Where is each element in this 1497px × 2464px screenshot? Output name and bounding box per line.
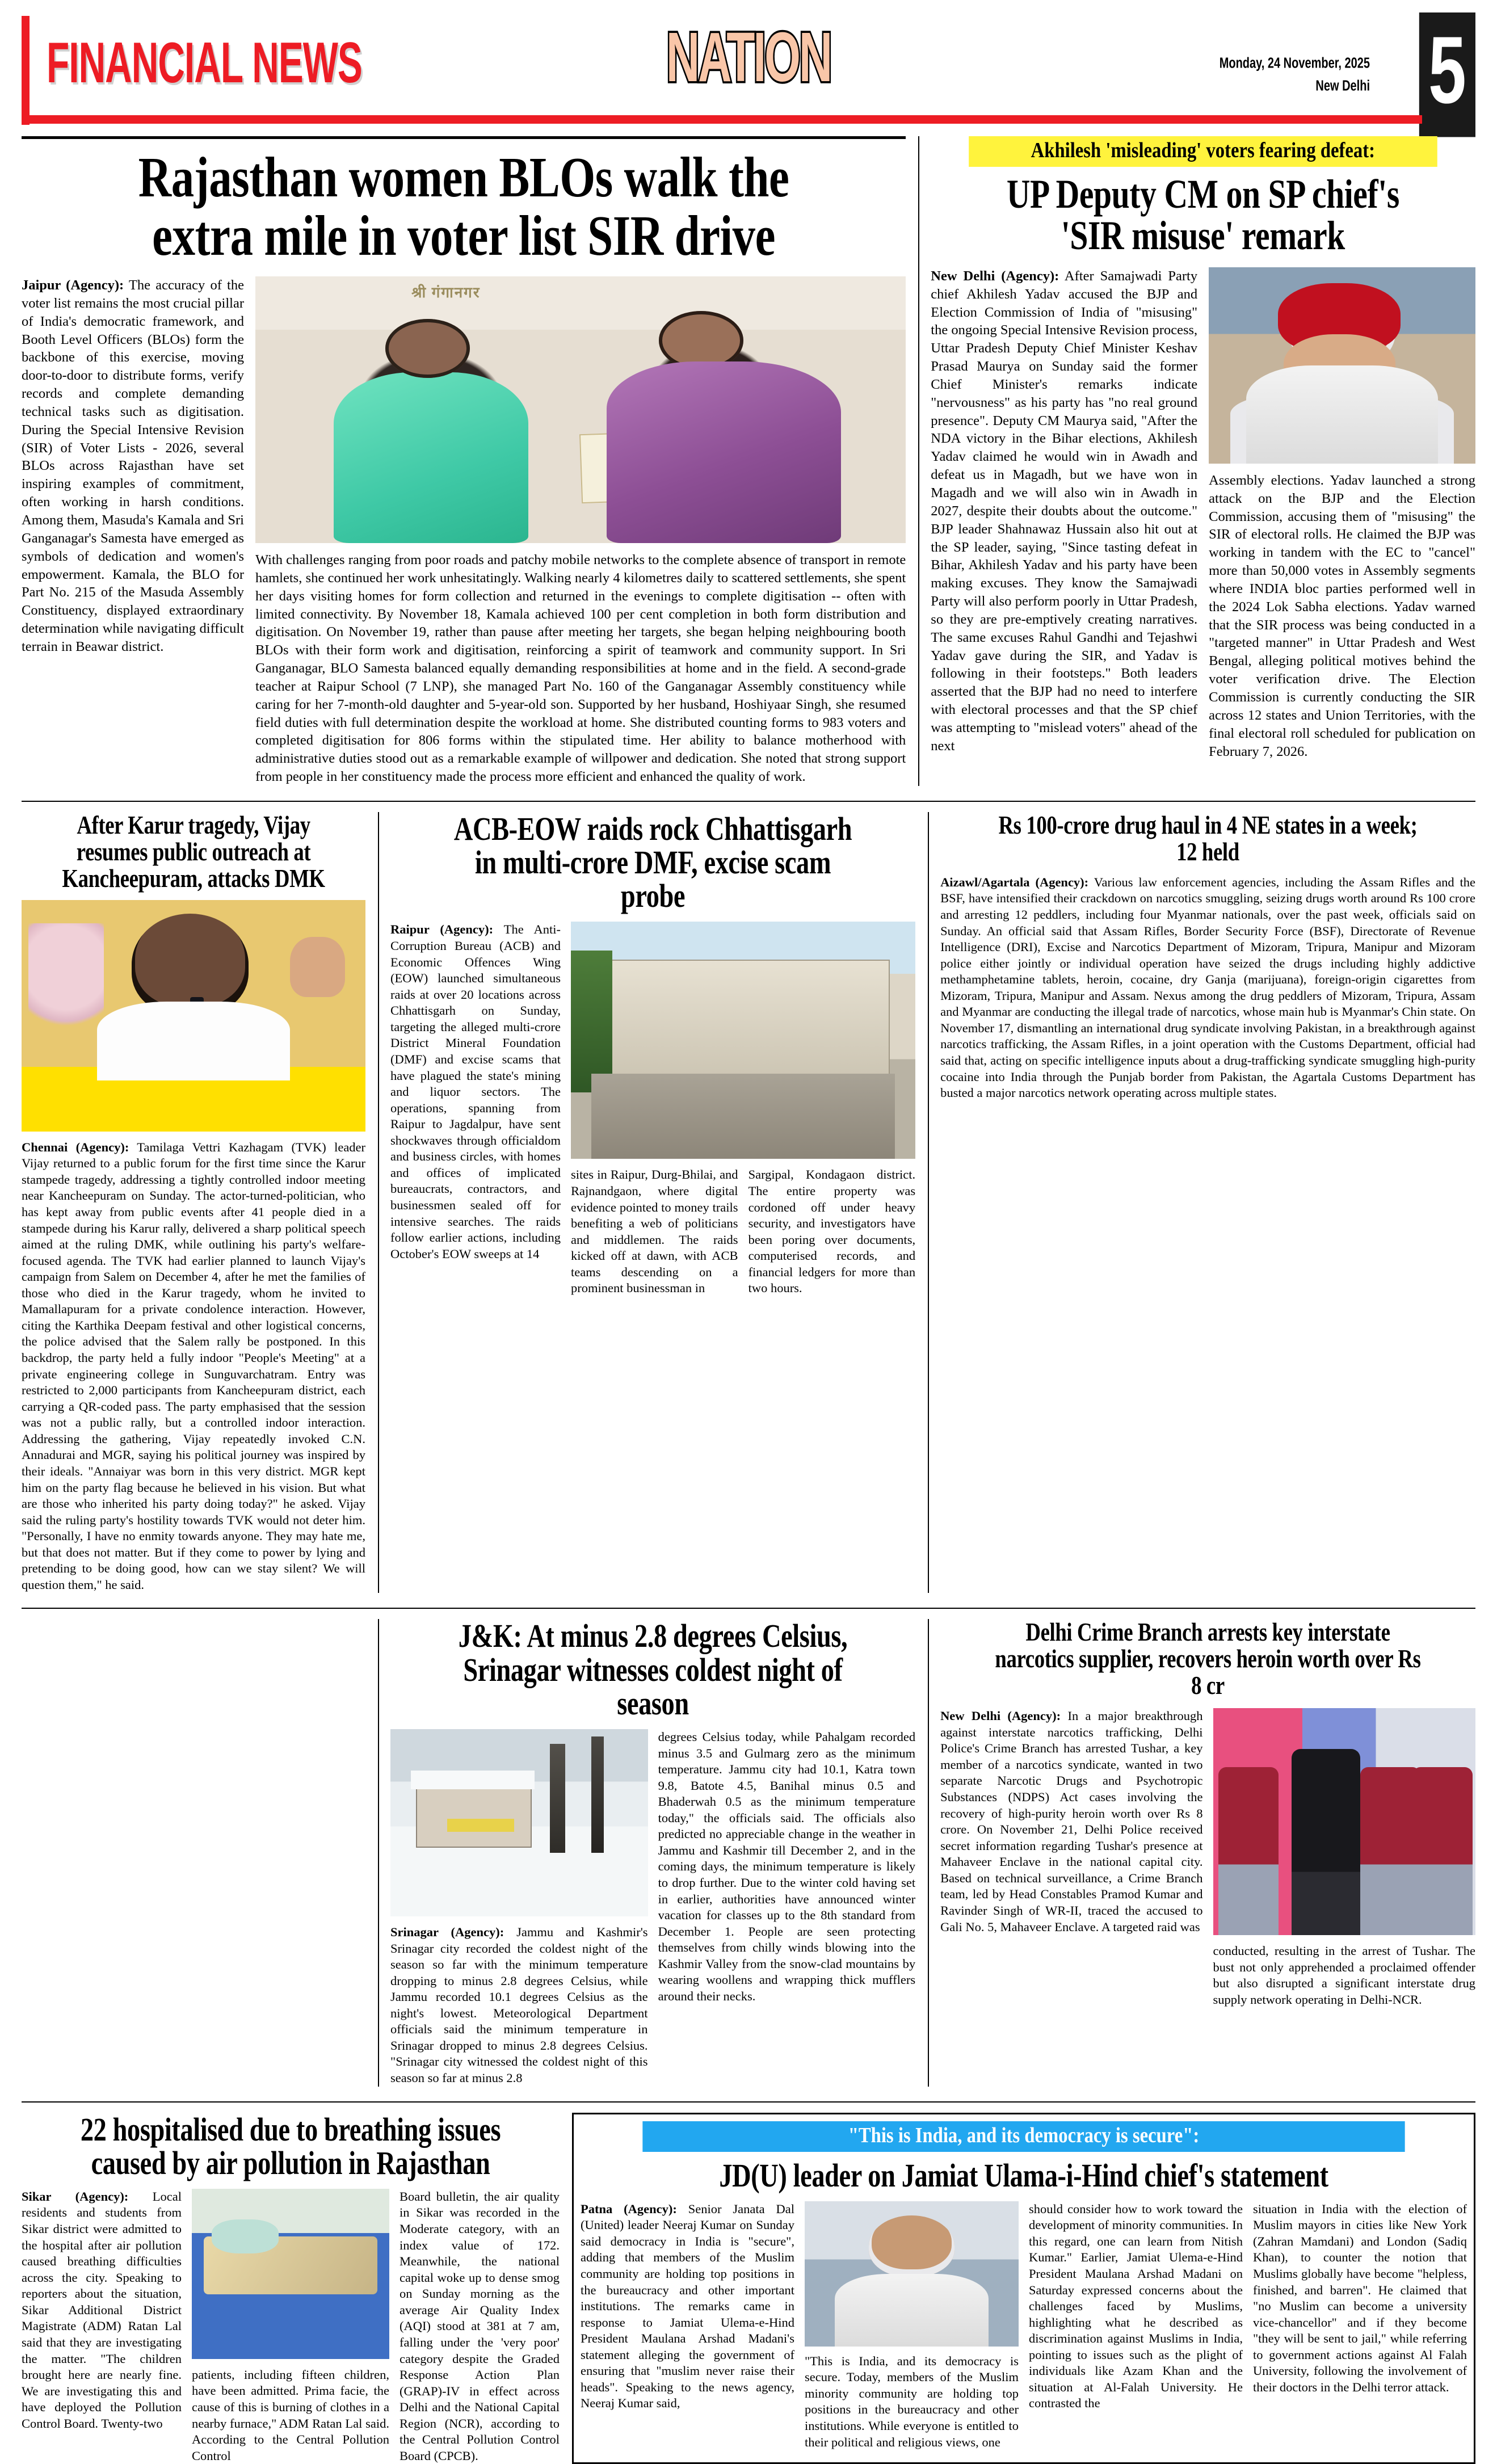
jdu-body-col3: should consider how to work toward the development of minority communities. In this regard, one can learn from Nitish Kumar." Earlier, Jamiat Ulema-e-Hind President Maulana Arshad Madani on Saturday expressed concerns about the challenges faced by Muslims, highlighting what he described as discrimination against Muslims in India, pointing to issues such as the plight of individuals like Azam Khan and the situation at Al-Falah University. He contrasted the	[1029, 2201, 1243, 2411]
jdu-dateline: Patna (Agency):	[581, 2201, 677, 2216]
photo-white-car	[619, 1078, 716, 1130]
headline-acb: ACB-EOW raids rock Chhattisgarh in multi-crore DMF, excise scam probe	[453, 810, 852, 915]
vijay-dateline: Chennai (Agency):	[22, 1140, 129, 1154]
pollution-body-col3: Board bulletin, the air quality in Sikar was recorded in the Moderate category, with an index value of 172. Meanwhile, the national capital woke up to dense smog on Sunday morning as the average Air Quality Index (AQI) stood at 381 at 7 am, falling under the 'very poor' category despite the Graded Response Action Plan (GRAP)-IV in effect across Delhi and the National Capital Region (NCR), according to the Central Pollution Control Board (CPCB).	[400, 2189, 560, 2463]
blo-body-col1	[22, 276, 244, 656]
photo-shirt	[1230, 393, 1454, 464]
acb-body-col1	[390, 922, 561, 1262]
headline-jk-cold: J&K: At minus 2.8 degrees Celsius, Srinagar witnesses coldest night of season	[458, 1617, 848, 1722]
jk-dateline: Srinagar (Agency):	[390, 1924, 504, 1939]
kicker-jdu: "This is India, and its democracy is secure":	[642, 2121, 1405, 2152]
jk-body-col2: degrees Celsius today, while Pahalgam recorded minus 3.5 and Gulmarg zero as the minimum temperature. Jammu city had 10.1, Katra town 9.8, Batote 4.5, Banihal minus 0.5 and Bhaderwah 0.5 as the minimum temperature today," the officials said. The officials also predicted no appreciable change in the weather in Jammu and Kashmir till December 2, and in the coming days, the minimum temperature is likely to drop further. Due to the winter cold having set in earlier, authorities have announced winter vacation for classes up to the 8th standard from December 1. People are seen protecting themselves from chilly winds blowing into the Kashmir Valley from the snow-clad mountains by wearing woollens and wrapping thick mufflers around their necks.	[658, 1729, 916, 2003]
photo-person-b-head	[659, 311, 743, 369]
photo-snow-srinagar	[390, 1729, 648, 1916]
jdu-body-col4: situation in India with the election of Muslim mayors in cities like New York (Zahran Mamdani) and London (Sadiq Khan), to counter the notion that Muslims globally have become "helpless, finished, and barren". He claimed that "no Muslim can become a university vice-chancellor" and if they become "they will be sent to jail," while referring to government actions against Al Falah University, following the involvement of their doctors in the Delhi terror attack.	[1253, 2201, 1467, 2394]
drug-text: Various law enforcement agencies, including the Assam Rifles and the BSF, have intensified their crackdown on narcotics smuggling, seizing drugs worth around Rs 100 crore and arresting 12 peddlers, including four Myanmar nationals, over the past week, officials said on Sunday. An official said that Assam Rifles, Border Security Force (BSF), Directorate of Revenue Intelligence (DRI), Excise and Narcotics Department of Mizoram, Tripura, Manipur and Mizoram police either jointly or individual operation have seized the drugs including highly addictive methamphetamine tablets, heroin, cocaine, dry Ganja (marijuana), foreign-origin cigarettes from Mizoram, Tripura, Manipur and Assam. Nexus among the drug peddlers of Mizoram, Tripura, Assam and Myanmar are conducting the illegal trade of narcotics, whose main hub is Myanmar's Chin state. On November 17, dismantling an international drug syndicate involving Pakistan, in a breakthrough against narcotics trafficking, the Assam Rifles, in a joint operation with the Customs Department, official had said that, acting on specific intelligence inputs about a drug-trafficking syndicate smuggling high-purity cocaine into India through the Punjab border from Pakistan, the Agartala Customs Department has busted a major narcotics network operating across multiple states.	[940, 874, 1476, 1100]
blo-dateline: Jaipur (Agency):	[22, 277, 124, 293]
article-blo	[22, 136, 906, 786]
headline-blo: Rajasthan women BLOs walk the extra mile in voter list SIR drive	[138, 145, 789, 268]
kicker-up-cm: Akhilesh 'misleading' voters fearing defeat:	[969, 136, 1437, 167]
narcotics-dateline: New Delhi (Agency):	[940, 1709, 1061, 1723]
publication-date: Monday, 24 November, 2025	[1219, 55, 1370, 72]
jdu-body-col2: "This is India, and its democracy is secure. Today, members of the Muslim minority community are holding top positions in the bureaucracy and other institutions. While everyone is entitled to their political and religious views, one	[805, 2353, 1019, 2449]
jk-body-col1	[390, 1924, 648, 2087]
blo-text-1: The accuracy of the voter list remains the most crucial pillar of India's democratic framework, and Booth Level Officers (BLOs) form the backbone of this exercise, moving door-to-door to distribute forms, verify records and complete demanding technical tasks such as digitisation. During the Special Intensive Revision (SIR) of Voter Lists - 2026, several BLOs across Rajasthan have set inspiring examples of commitment, often working in harsh conditions. Among them, Masuda's Kamala and Sri Ganganagar's Samesta have emerged as symbols of dedication and women's empowerment. Kamala, the BLO for Part No. 215 of the Masuda Assembly Constituency, displayed extraordinary determination while navigating difficult terrain in Beawar district.	[22, 277, 244, 654]
article-acb	[378, 812, 915, 1593]
acb-text-1: The Anti-Corruption Bureau (ACB) and Economic Offences Wing (EOW) launched simultaneous raids at over 20 locations across Chhattisgarh on Sunday, targeting the alleged multi-crore District Mineral Foundation (DMF) and excise scams that have plagued the state's mining and liquor sectors. The operations, spanning from Raipur to Jagdalpur, have sent shockwaves through officialdom and business circles, with homes and offices of implicated bureaucrats, contractors, and businessmen sealed off for intensive searches. The raids follow earlier actions, including October's EOW sweeps at 14	[390, 922, 561, 1261]
photo-officer-2	[1360, 1767, 1420, 1935]
photo-police-arrest	[1213, 1708, 1475, 1935]
pollution-body-col2: patients, including fifteen children, have been admitted. Prima facie, the cause of this is burning of clothes in a nearby furnace," ADM Ratan Lal said. According to the Central Pollution Control	[192, 2367, 389, 2463]
upcm-text-1: After Samajwadi Party chief Akhilesh Yadav accused the BJP and Election Commission of India of "misusing" the ongoing Special Intensive Revision process, Uttar Pradesh Deputy Chief Minister Keshav Prasad Maurya on Sunday said the former Chief Minister's remarks indicate "nervousness" as his party has "no real ground presence". Deputy CM Maurya said, "After the NDA victory in the Bihar elections, Akhilesh Yadav claimed he would win in Awadh and defeat us in Magadh, but we have won in Magadh and we will also win in Awadh in 2027, despite their doubts about the outcome." BJP leader Shahnawaz Hussain also hit out at the SP leader, saying, "Since tasting defeat in Bihar, Akhilesh Yadav and his party have been making excuses. They know the Samajwadi Party will also perform poorly in Uttar Pradesh, so they are pre-emptively creating narratives. The same excuses Rahul Gandhi and Tejashwi Yadav gave during the SIR, and Yadav is following in their footsteps." Both leaders asserted that the BJP had no need to interfere with electoral processes and that the SP chief was attempting to "mislead voters" ahead of the next	[931, 268, 1198, 754]
headline-narcotics: Delhi Crime Branch arrests key interstate narcotics supplier, recovers heroin worth over Rs 8 cr	[995, 1617, 1421, 1700]
photo-certificate	[579, 428, 751, 503]
vijay-continuation-col	[22, 1619, 365, 2086]
jdu-text-1: Senior Janata Dal (United) leader Neeraj Kumar on Sunday said democracy in India is "secure", adding that members of the Muslim community are holding top positions in the bureaucracy and other important institutions. The remarks came in response to Jamiat Ulema-e-Hind President Maulana Arshad Madani's statement alleging the government of ensuring that "muslim never raise their heads". Speaking to the news agency, Neeraj Kumar said,	[581, 2201, 795, 2411]
photo-accused-hooded	[1292, 1749, 1360, 1935]
drug-dateline: Aizawl/Agartala (Agency):	[940, 874, 1089, 889]
vijay-text: Tamilaga Vettri Kazhagam (TVK) leader Vijay returned to a public forum for the first time since the Karur stampede tragedy, addressing a tightly controlled indoor meeting near Kancheepuram on Sunday. The actor-turned-politician, who has kept away from public events after 41 people died in a stampede during his Karur rally, delivered a sharp political speech aimed at the ruling DMK, while outlining his party's welfare-focused agenda. The TVK had earlier planned to launch Vijay's campaign from Salem on December 4, after he met the families of those who died in the Karur tragedy, whom he invited to Mamallapuram for a private condolence interaction. However, citing the Karthika Deepam festival and other logistical concerns, the police advised that the Salem rally be postponed. In this backdrop, the party held a fully indoor "People's Meeting" at a private engineering college in Sunguvarchatram. Entry was restricted to 2,000 participants from Kancheepuram district, each carrying a QR-coded pass. The party emphasised that the session was not a public rally, but a controlled indoor interaction. Addressing the gathering, Vijay repeatedly invoked C.N. Annadurai and MGR, saying his political journey was inspired by their ideals. "Annaiyar was born in this very district. MGR kept him on the party flag because he believed in his vision. But what are those who inherited his party doing today?" he asked. Vijay said the ruling party's hostility towards TVK would not deter him. "Personally, I have no enmity towards anyone. They may hate me, but that does not matter. But if they come to power by lying and pretending to be doing good, how can we stay silent? We will question them," he said.	[22, 1140, 366, 1592]
upcm-body-col2: Assembly elections. Yadav launched a strong attack on the BJP and the Election Commission, accusing them of "misusing" the SIR of electoral rolls. He claimed the BJP was working in tandem with the EC to "cancel" more than 50,000 votes in Assembly segments where INDIA bloc parties performed well in the 2024 Lok Sabha elections. Yadav warned that the SIR process was being conducted in a "targeted manner" in Uttar Pradesh and West Bengal, alleging political motives behind the voter verification drive. The Election Commission is currently conducting the SIR across 12 states and Union Territories, with the final electoral roll scheduled for publication on February 7, 2026.	[1209, 472, 1475, 759]
narcotics-body-col1	[940, 1708, 1202, 1935]
photo-tree-left	[550, 1744, 565, 1852]
article-drug-haul	[928, 812, 1475, 1593]
headline-vijay: After Karur tragedy, Vijay resumes public outreach at Kancheepuram, attacks DMK	[62, 810, 325, 893]
photo-tree-right	[591, 1736, 604, 1853]
photo-sign-text: श्री गंगानगर	[411, 284, 481, 301]
drug-body	[940, 874, 1475, 1101]
masthead-bottom-rule	[22, 115, 1422, 124]
pollution-text-1: Local residents and students from Sikar district were admitted to the hospital after air pollution caused breathing difficulties across the city. Speaking to reporters about the situation, Sikar Additional District Magistrate (ADM) Ratan Lal said that they are investigating the matter. "The children brought here are nearly fine. We are investigating this and have deployed the Pollution Control Board. Twenty-two	[22, 2189, 182, 2431]
photo-raided-bungalow	[571, 922, 915, 1159]
acb-body-col2: sites in Raipur, Durg-Bhilai, and Rajnandgaon, where digital evidence pointed to money trails benefiting a web of politicians and middlemen. The raids kicked off at dawn, with ACB teams descending on a prominent businessman in	[571, 1167, 738, 1296]
acb-dateline: Raipur (Agency):	[390, 922, 494, 937]
article-jdu	[572, 2113, 1475, 2464]
date-block	[1220, 52, 1370, 98]
photo-foliage	[571, 951, 612, 1093]
photo-akhilesh-yadav	[1209, 267, 1475, 464]
article-pollution	[22, 2110, 560, 2464]
photo-backdrop-poster	[28, 923, 104, 1035]
publication-place: New Delhi	[1315, 78, 1370, 95]
jk-text-1: Jammu and Kashmir's Srinagar city recorded the coldest night of the season so far with the minimum temperature dropping to minus 2.8 degrees Celsius, while Jammu recorded 10.1 degrees Celsius as the night's lowest. Meteorological Department officials said the minimum temperature in Srinagar dropped to minus 2.8 degrees Celsius. "Srinagar city witnessed the coldest night of this season so far at minus 2.8	[390, 1924, 648, 2085]
pollution-dateline: Sikar (Agency):	[22, 2189, 129, 2204]
photo-vijay-speech	[22, 900, 365, 1132]
vijay-body	[22, 1140, 365, 1593]
brand-title: FINANCIAL NEWS	[47, 30, 362, 95]
headline-pollution: 22 hospitalised due to breathing issues caused by air pollution in Rajasthan	[80, 2110, 501, 2181]
article-vijay	[22, 812, 365, 1593]
photo-yellow-roof	[447, 1819, 514, 1832]
photo-blo-award	[255, 276, 906, 543]
photo-person-a-head	[385, 319, 470, 377]
headline-drug-haul: Rs 100-crore drug haul in 4 NE states in a week; 12 held	[998, 810, 1418, 866]
photo-raised-hand	[290, 937, 345, 997]
photo-officer-1	[1218, 1767, 1279, 1935]
article-up-cm	[918, 136, 1475, 786]
acb-body-col3: Sargipal, Kondagaon district. The entire property was cordoned off under heavy security, and investigators have been poring over documents, computerised records, and financial ledgers for more than two hours.	[748, 1167, 916, 1296]
upcm-body-col1	[931, 267, 1197, 755]
headline-up-cm: UP Deputy CM on SP chief's 'SIR misuse' remark	[1007, 171, 1400, 259]
photo-hospital-patient	[192, 2189, 389, 2359]
pollution-body-col1	[22, 2189, 182, 2432]
section-title: NATION	[666, 19, 831, 96]
photo-grey-suv	[750, 1074, 867, 1136]
headline-jdu: JD(U) leader on Jamiat Ulama-i-Hind chief's statement	[719, 2156, 1328, 2194]
page-number: 5	[1419, 12, 1475, 137]
photo-neeraj-kumar	[805, 2201, 1019, 2347]
article-jk-cold	[378, 1619, 915, 2086]
photo-face	[1284, 334, 1395, 401]
jdu-body-col1	[581, 2201, 794, 2412]
article-narcotics	[928, 1619, 1475, 2086]
photo-officer-3	[1412, 1767, 1473, 1935]
upcm-dateline: New Delhi (Agency):	[931, 268, 1059, 284]
blo-body-col2: With challenges ranging from poor roads and patchy mobile networks to the complete absence of transport in remote hamlets, she continued her work unhesitatingly. Walking nearly 4 kilometres daily to scattered settlements, she spent her days visiting homes for form collection and returned in the evenings to complete digitisation -- often with limited connectivity. By November 18, Kamala achieved 100 per cent completion in both form distribution and digitisation. On November 19, rather than pause after meeting her targets, she began helping neighbouring booth BLOs with their form work and digitisation, reinforcing a spirit of teamwork and community support. In Sri Ganganagar, BLO Samesta balanced equally demanding responsibilities at home and in the field. A second-grade teacher at Raipur School (7 LNP), she managed Part No. 160 of the Ganganagar Assembly constituency while caring for her 7-month-old daughter and 5-year-old son. Supported by her husband, Hoshiyaar Singh, she resumed field duties with full determination despite the workload at home. She distributed counting forms to 983 voters and completed digitisation for 806 forms within the stipulated time. Her ability to balance motherhood with administrative duties stood out as a remarkable example of willpower and dedication. She noted that strong support from people in her constituency made the process more efficient and enhanced the quality of work.	[255, 552, 906, 785]
narcotics-text-1: In a major breakthrough against interstate narcotics trafficking, Delhi Police's Crime Branch has arrested Tushar, a key member of a narcotics syndicate, wanted in two separate Narcotic Drugs and Psychotropic Substances (NDPS) Act cases involving the recovery of high-purity heroin worth over Rs 8 crore. On November 21, Delhi Police received secret information regarding Tushar's presence at Mahaveer Enclave in the national capital city. Based on technical surveillance, a Crime Branch team, led by Head Constables Pramod Kumar and Ravinder Singh of WR-II, traced the accused to Gali No. 5, Mahaveer Enclave. A targeted raid was	[940, 1709, 1203, 1934]
masthead	[22, 0, 1475, 124]
narcotics-body-col2: conducted, resulting in the arrest of Tushar. The bust not only apprehended a proclaimed offender but also disrupted a significant interstate drug supply network operating in Delhi-NCR.	[1213, 1944, 1476, 2007]
photo-microphone	[190, 997, 204, 1076]
